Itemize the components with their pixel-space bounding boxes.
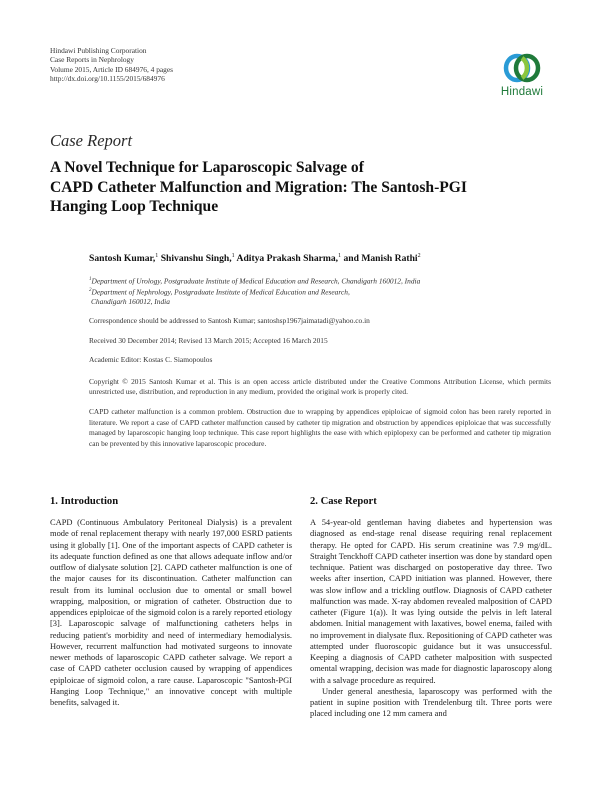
author-name: Aditya Prakash Sharma, (236, 253, 339, 265)
volume-info: Volume 2015, Article ID 684976, 4 pages (50, 64, 174, 74)
journal-header (50, 46, 173, 84)
case-report-paragraph: A 54-year-old gentleman having diabetes and hypertension was diagnosed as end-stage renal disease requiring renal replacement therapy. He opted for CAPD. His serum creatinine was 7.9 mg/dL. Straight Tenckhoff CAPD catheter insertion was done by standard open technique. Patient was discharged on postoperative day three. Two weeks after insertion, CAPD initiation was planned. However, there was slow inflow and a trickling outflow. Diagnosis of CAPD catheter malfunction was made. X-ray abdomen revealed malposition of CAPD catheter (Figure 1(a)). It was lying outside the pelvis in left lateral abdomen. Initial management with laxatives, bowel enema, failed with no improvement in dialysate flux. Repositioning of CAPD catheter was attempted under fluoroscopic guidance but it was unsuccessful. Keeping a diagnosis of CAPD catheter malposition with suspected omental wrapping, decision was made for diagnostic laparoscopy along with a salvage procedure as required. (310, 517, 552, 685)
affiliation-text: Chandigarh 160012, India (91, 297, 170, 307)
introduction-paragraph: CAPD (Continuous Ambulatory Peritoneal Dialysis) is a prevalent mode of renal replacement therapy with nearly 197,000 ESRD patients using it globally [1]. One of the important aspects of CAPD catheter is its adequate function defined as one that allows adequate inflow and/or outflow of dialysate solution [2]. CAPD catheter malfunction is one of the major causes for its discontinuation. Catheter malfunction can result from its luminal occlusion due to omental or small bowel wrapping, malposition, or migration of catheter. Obstruction due to appendices epiploicae of the sigmoid colon is a rarely reported etiology [3]. Laparoscopic salvage of malfunctioning catheters helps in reducing patient's morbidity and need of intermediary hemodialysis. However, recurrent malfunction had motivated surgeons to innovate newer methods of laparoscopic CAPD catheter salvage. We report a case of CAPD catheter occlusion caused by wrapping of appendices epiploicae of sigmoid colon, a rare cause. Laparoscopic "Santosh-PGI Hanging Loop Technique," an innovative concept with multiple benefits, salvaged it. (50, 517, 292, 707)
case-report-heading: 2. Case Report (310, 496, 377, 507)
affiliation-line (89, 297, 420, 307)
copyright-notice: Copyright © 2015 Santosh Kumar et al. This is an open access article distributed under the Creative Commons Attribution License, which permits unrestricted use, distribution, and reproduction in any medium, provided the original work is properly cited. (89, 377, 551, 397)
affiliation-line (89, 275, 420, 286)
publisher-name: Hindawi Publishing Corporation (50, 46, 147, 55)
author-affil-mark: 2 (417, 253, 421, 259)
affiliations (89, 275, 420, 307)
doi-link[interactable]: http://dx.doi.org/10.1155/2015/684976 (50, 74, 165, 84)
introduction-heading: 1. Introduction (50, 496, 119, 507)
logo-text: Hindawi (500, 86, 544, 98)
hindawi-logo (494, 51, 550, 105)
case-report-paragraph: Under general anesthesia, laparoscopy was performed with the patient in supine position with Trendelenburg tilt. Three ports were placed including one 12 mm camera and (310, 685, 552, 719)
correspondence: Correspondence should be addressed to Santosh Kumar; santoshsp1967jaimatadi@yahoo.co.in (89, 316, 370, 325)
title-line: CAPD Catheter Malfunction and Migration: The Santosh-PGI (50, 178, 467, 196)
case-report-column (310, 517, 552, 720)
affiliation-text: Department of Urology, Postgraduate Institute of Medical Education and Research, Chandigarh 160012, India (91, 276, 421, 286)
abstract: CAPD catheter malfunction is a common problem. Obstruction due to wrapping by appendices epiploicae of sigmoid colon has been rarely reported in literature. We report a case of CAPD catheter malfunction caused by catheter tip migration and obstruction by appendices epiploicae that was successfully managed by laparoscopic hanging loop technique. This case report highlights the ease with which epiplopexy can be performed and catheter tip migration can be prevented by this innovative laparoscopic procedure. (89, 407, 551, 449)
received-dates: Received 30 December 2014; Revised 13 March 2015; Accepted 16 March 2015 (89, 336, 328, 345)
academic-editor: Academic Editor: Kostas C. Siamopoulos (89, 355, 213, 364)
author-name: and Manish Rathi (343, 253, 418, 265)
author-affil-mark: 1 (338, 253, 342, 259)
author-affil-mark: 1 (155, 253, 159, 259)
hindawi-logo-icon (503, 51, 541, 85)
author-list (89, 253, 421, 264)
article-title (50, 158, 550, 217)
affiliation-line (89, 286, 420, 297)
author-name: Santosh Kumar, (89, 253, 156, 265)
article-type: Case Report (50, 131, 133, 150)
title-line: A Novel Technique for Laparoscopic Salvage of (50, 159, 364, 176)
author-affil-mark: 1 (231, 253, 235, 259)
title-line: Hanging Loop Technique (50, 198, 219, 215)
journal-name: Case Reports in Nephrology (50, 55, 134, 65)
introduction-column (50, 517, 292, 708)
author-name: Shivanshu Singh, (160, 253, 232, 265)
affiliation-text: Department of Nephrology, Postgraduate Institute of Medical Education and Research, (91, 287, 350, 297)
affil-mark: 2 (89, 288, 92, 294)
affil-mark: 1 (89, 277, 92, 282)
